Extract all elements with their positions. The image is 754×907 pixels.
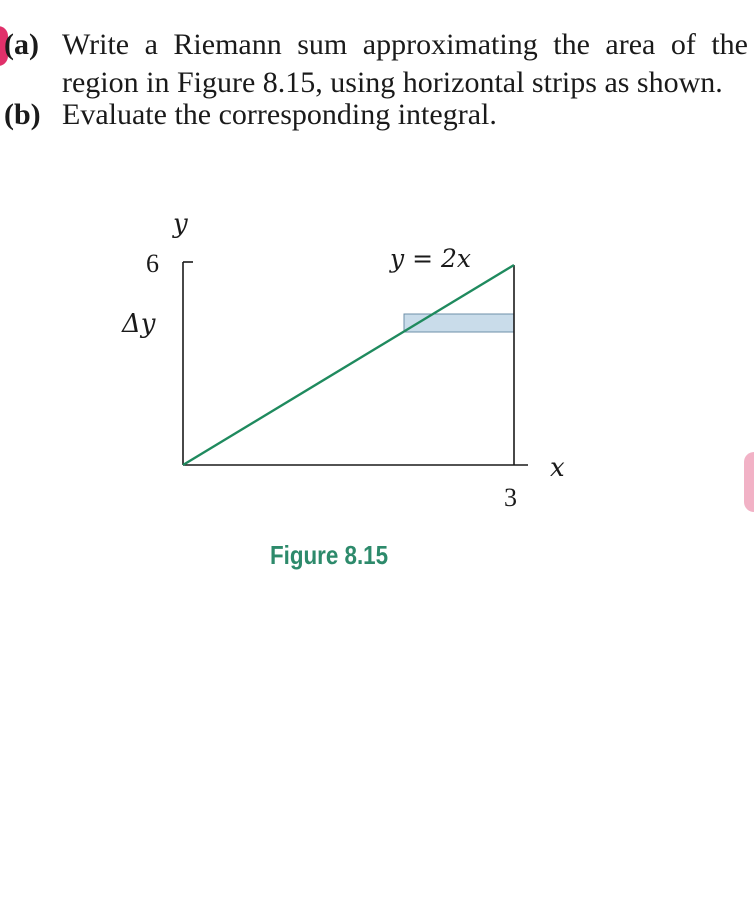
curve-label: y = 2x xyxy=(390,244,471,273)
part-b-text: Evaluate the corresponding integral. xyxy=(62,98,497,131)
x-axis-label: x xyxy=(550,453,565,483)
horizontal-strip xyxy=(404,314,514,332)
y-axis-label: y xyxy=(173,209,188,239)
part-a-text: Write a Riemann sum approximating the area of the region in Figure 8.15, using horizontal strips as shown. xyxy=(62,28,748,99)
y-tick-label: 6 xyxy=(146,249,159,278)
x-tick-label: 3 xyxy=(504,483,517,512)
strip-label: Δy xyxy=(122,309,156,339)
part-a-marker: (a) xyxy=(4,28,39,61)
line-y-equals-2x xyxy=(183,265,514,465)
figure-caption: Figure 8.15 xyxy=(270,540,389,570)
part-b-marker: (b) xyxy=(4,98,41,131)
